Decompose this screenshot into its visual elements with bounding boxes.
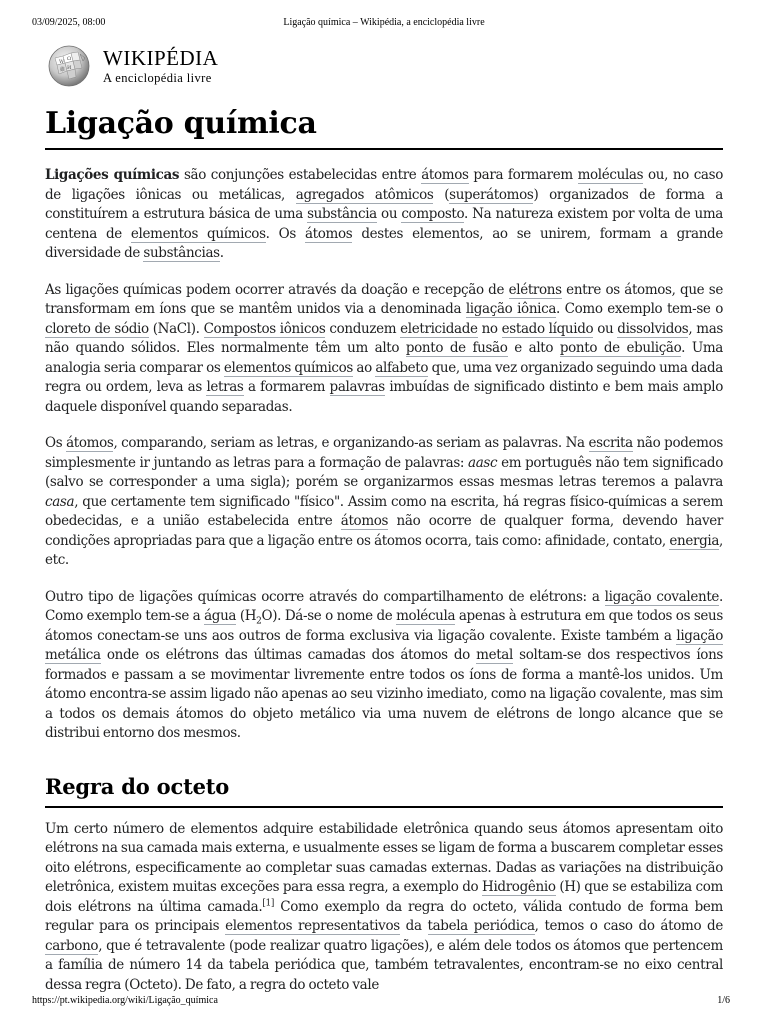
- text-run: Os: [45, 435, 67, 451]
- text-run: . Uma analogia seria comparar os: [45, 340, 723, 376]
- link-ligacao-ionica[interactable]: ligação iônica: [465, 301, 557, 317]
- page-title: Ligação química: [45, 104, 723, 150]
- wikipedia-tagline: A enciclopédia livre: [103, 70, 212, 85]
- text-run: Um certo número de elementos adquire estabilidade eletrônica quando seus átomos apresentam oito elétrons na sua camada mais externa, e usualmente esses se ligam de forma a buscarem completar esses oito elétrons, especificamente ao completar suas camadas externas. Dadas as variações na distribuição eletrônica, existem muitas exceções para essa regra, a exemplo do: [45, 820, 723, 895]
- link-ponto-de-ebulicao[interactable]: ponto de ebulição: [559, 340, 682, 356]
- text-run: não podemos simplesmente ir juntando as letras para a formação de palavras:: [45, 435, 723, 471]
- text-run: , mas não quando sólidos. Eles normalmente têm um alto: [45, 320, 723, 356]
- link-atomos[interactable]: átomos: [340, 513, 389, 529]
- text-run: . Como exemplo tem-se a: [45, 588, 723, 624]
- link-atomos[interactable]: átomos: [421, 167, 469, 183]
- link-escrita[interactable]: escrita: [588, 435, 633, 451]
- svg-text:W: W: [59, 59, 65, 65]
- text-run: , comparando, seriam as letras, e organizando-as seriam as palavras. Na: [113, 435, 589, 451]
- print-date: 03/09/2025, 08:00: [32, 17, 106, 28]
- link-atomos[interactable]: átomos: [304, 225, 353, 242]
- text-run: em português não tem significado (salvo se corresponder a uma sigla); porém se organizarmos essas mesmas letras teremos a palavra: [45, 454, 723, 490]
- subscript: 2: [256, 616, 262, 627]
- link-elementos-representativos[interactable]: elementos representativos: [225, 918, 400, 934]
- link-palavras[interactable]: palavras: [329, 379, 385, 395]
- text-run: (: [433, 186, 450, 203]
- link-agregados-atomicos[interactable]: agregados atômicos: [295, 186, 434, 203]
- link-composto[interactable]: composto: [401, 206, 465, 222]
- italic-example: casa: [45, 493, 75, 510]
- text-run: O). Dá-se o nome de: [261, 608, 397, 624]
- text-run: (H: [236, 608, 257, 624]
- italic-example: aasc: [468, 454, 498, 471]
- svg-text:維: 維: [60, 67, 66, 73]
- reference-link[interactable]: [1]: [262, 898, 275, 908]
- link-cloreto-de-sodio[interactable]: cloreto de sódio: [45, 320, 149, 337]
- text-run: entre os átomos, que se transformam em íons que se mantêm unidos via a denominada: [45, 281, 724, 317]
- print-header: [32, 17, 736, 31]
- text-run: As ligações químicas podem ocorrer através da doação e recepção de: [45, 281, 509, 298]
- link-dissolvidos[interactable]: dissolvidos: [617, 320, 689, 337]
- intro-paragraph-1: [45, 166, 723, 264]
- intro-paragraph-2: [45, 281, 723, 418]
- intro-paragraph-3: [45, 434, 723, 571]
- text-run: conduzem: [325, 320, 401, 337]
- text-run: ) organizados de forma a constituírem a estrutura básica de uma: [45, 186, 724, 222]
- link-tabela-periodica[interactable]: tabela periódica: [427, 918, 535, 934]
- text-run: a formarem: [243, 379, 330, 395]
- wikipedia-globe-icon[interactable]: [45, 44, 93, 88]
- link-substancia[interactable]: substância: [307, 206, 377, 222]
- link-elementos-quimicos[interactable]: elementos químicos: [223, 359, 353, 376]
- text-run: destes elementos, ao se unirem, formam a grande diversidade de: [45, 225, 723, 261]
- text-run: (H) que se estabiliza com dois elétrons na última camada.: [45, 879, 723, 915]
- link-compostos-ionicos[interactable]: Compostos iônicos: [203, 320, 326, 337]
- text-run: ou, no caso de ligações iônicas ou metálicas,: [45, 167, 723, 203]
- text-run: no: [477, 320, 502, 337]
- bold-term: Ligações químicas: [45, 167, 180, 183]
- text-run: Outro tipo de ligações químicas ocorre através do compartilhamento de elétrons: a: [45, 588, 605, 605]
- link-elementos-quimicos[interactable]: elementos químicos: [130, 225, 266, 242]
- text-run: .: [219, 245, 224, 261]
- text-run: ou: [376, 206, 402, 222]
- text-run: , que certamente tem significado "físico". Assim como na escrita, há regras físico-químicas a serem obedecidas, e a união estabelecida entre: [45, 493, 723, 529]
- link-substancias[interactable]: substâncias: [143, 245, 220, 261]
- text-run: para formarem: [468, 167, 578, 183]
- text-run: não ocorre de qualquer forma, devendo haver condições apropriadas para que a ligação entre os átomos ocorra, tais como: afinidade, contato,: [45, 513, 723, 549]
- text-run: . Na natureza existem por volta de uma centena de: [45, 206, 723, 242]
- link-ponto-de-fusao[interactable]: ponto de fusão: [405, 340, 508, 356]
- link-hidrogenio[interactable]: Hidrogênio: [482, 879, 556, 895]
- text-run: ou: [593, 320, 618, 337]
- print-page-number: 1/6: [717, 995, 730, 1006]
- text-run: onde os elétrons das últimas camadas dos átomos do: [100, 647, 477, 663]
- wikipedia-brand[interactable]: [45, 43, 218, 89]
- link-carbono[interactable]: carbono: [45, 937, 99, 954]
- wikipedia-wordmark: WIKIPÉDIA: [103, 45, 219, 70]
- svg-text:Ω: Ω: [67, 56, 72, 62]
- print-page-title: Ligação química – Wikipédia, a enciclopédia livre: [283, 17, 485, 28]
- text-run: que, uma vez organizado seguindo uma dada regra ou ordem, leva as: [45, 359, 723, 395]
- link-metal[interactable]: metal: [476, 647, 513, 663]
- link-alfabeto[interactable]: alfabeto: [375, 359, 429, 376]
- text-run: , que é tetravalente (pode realizar quatro ligações), e além dele todos os átomos que pertencem a família de número 14 da tabela periódica que, também tetravalentes, encontram-se no eixo central dessa regra (Octeto). De fato, a regra do octeto vale: [45, 937, 723, 993]
- text-run: soltam-se dos respectivos íons formados e passam a se movimentar livremente entre todos os íons de forma a mantê-los unidos. Um átomo encontra-se assim ligado não apenas ao seu vizinho imediato, como na ligação covalente, mas sim a todos os demais átomos do objeto metálico via uma nuvem de elétrons de longo alcance que se distribui entorno dos mesmos.: [45, 647, 724, 741]
- link-energia[interactable]: energia: [669, 532, 720, 549]
- text-run: , temos o caso do átomo de: [534, 918, 723, 934]
- svg-text:И: И: [67, 65, 72, 71]
- text-run: imbuídas de significado distinto e bem mais amplo daquele disponível quando separadas.: [45, 379, 723, 415]
- link-letras[interactable]: letras: [206, 379, 244, 395]
- link-ligacao-metalica[interactable]: ligação metálica: [45, 627, 723, 663]
- text-run: Como exemplo da regra do octeto, válida contudo de forma bem regular para os principais: [45, 898, 723, 934]
- text-run: , etc.: [45, 532, 723, 568]
- text-run: são conjunções estabelecidas entre: [179, 167, 422, 183]
- text-run: apenas à estrutura em que todos os seus átomos conectam-se uns aos outros de forma exclusiva via ligação covalente. Existe também a: [45, 608, 723, 644]
- link-molecula[interactable]: molécula: [396, 608, 456, 624]
- text-run: ao: [353, 359, 376, 376]
- link-estado-liquido[interactable]: estado líquido: [501, 320, 594, 337]
- link-agua[interactable]: água: [204, 608, 237, 624]
- link-atomos[interactable]: átomos: [66, 435, 114, 451]
- text-run: (NaCl).: [148, 320, 204, 337]
- section-paragraph-1: [45, 820, 723, 996]
- article-content: [45, 104, 723, 995]
- link-eletricidade[interactable]: eletricidade: [400, 320, 478, 337]
- print-footer: [32, 995, 736, 1009]
- text-run: . Os: [265, 225, 305, 242]
- link-ligacao-covalente[interactable]: ligação covalente: [604, 588, 720, 605]
- link-superatomos[interactable]: superátomos: [449, 186, 534, 203]
- text-run: . Como exemplo tem-se o: [556, 301, 723, 317]
- intro-paragraph-4: [45, 588, 723, 744]
- text-run: e alto: [507, 340, 560, 356]
- link-moleculas[interactable]: moléculas: [577, 167, 644, 183]
- print-url: https://pt.wikipedia.org/wiki/Ligação_química: [32, 995, 218, 1006]
- link-eletrons[interactable]: elétrons: [508, 281, 562, 298]
- section-heading: Regra do octeto: [45, 772, 723, 808]
- text-run: da: [399, 918, 428, 934]
